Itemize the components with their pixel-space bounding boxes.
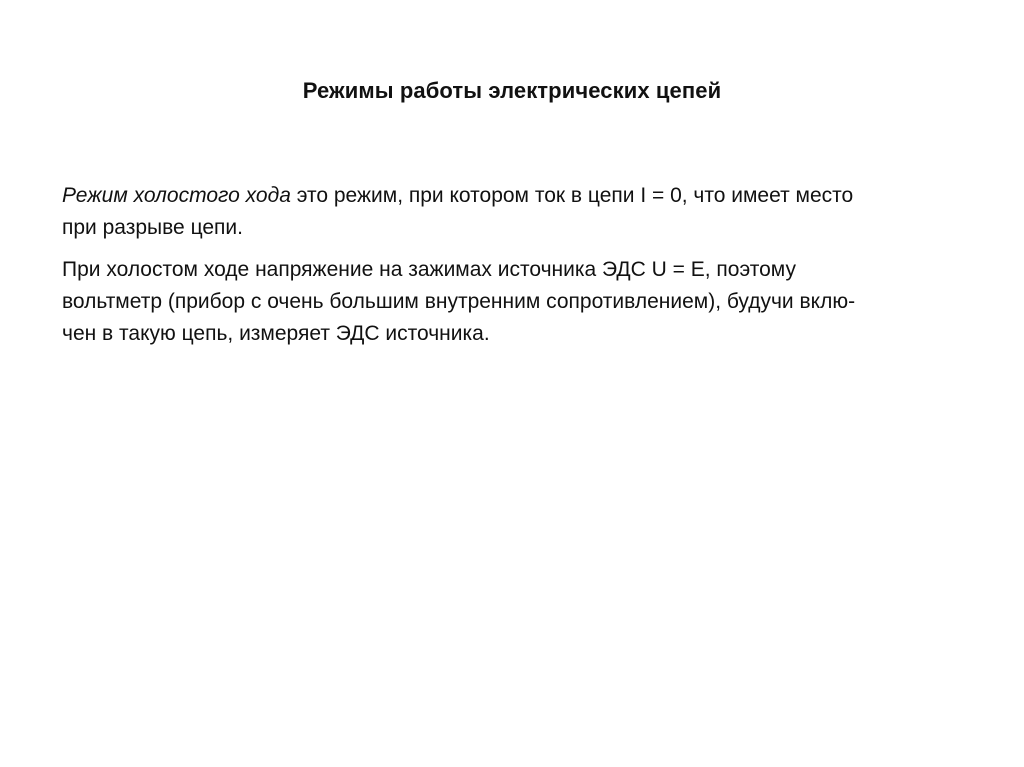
slide-title: Режимы работы электрических цепей bbox=[302, 78, 722, 103]
paragraph1-line2: при разрыве цепи. bbox=[62, 216, 243, 239]
paragraph-idle-mode-definition bbox=[62, 180, 962, 244]
idle-mode-term: Режим холостого хода bbox=[62, 184, 291, 207]
slide-body bbox=[62, 180, 962, 360]
paragraph2-line3: чен в такую цепь, измеряет ЭДС источника. bbox=[62, 322, 490, 345]
paragraph2-line1: При холостом ходе напряжение на зажимах источника ЭДС U = E, поэтому bbox=[62, 258, 796, 281]
paragraph1-line1 bbox=[62, 180, 962, 212]
paragraph-idle-mode-voltage bbox=[62, 254, 962, 350]
paragraph2-line2: вольтметр (прибор с очень большим внутренним сопротивлением), будучи вклю- bbox=[62, 290, 856, 313]
paragraph1-line1-text: это режим, при котором ток в цепи I = 0, что имеет место bbox=[290, 184, 854, 207]
